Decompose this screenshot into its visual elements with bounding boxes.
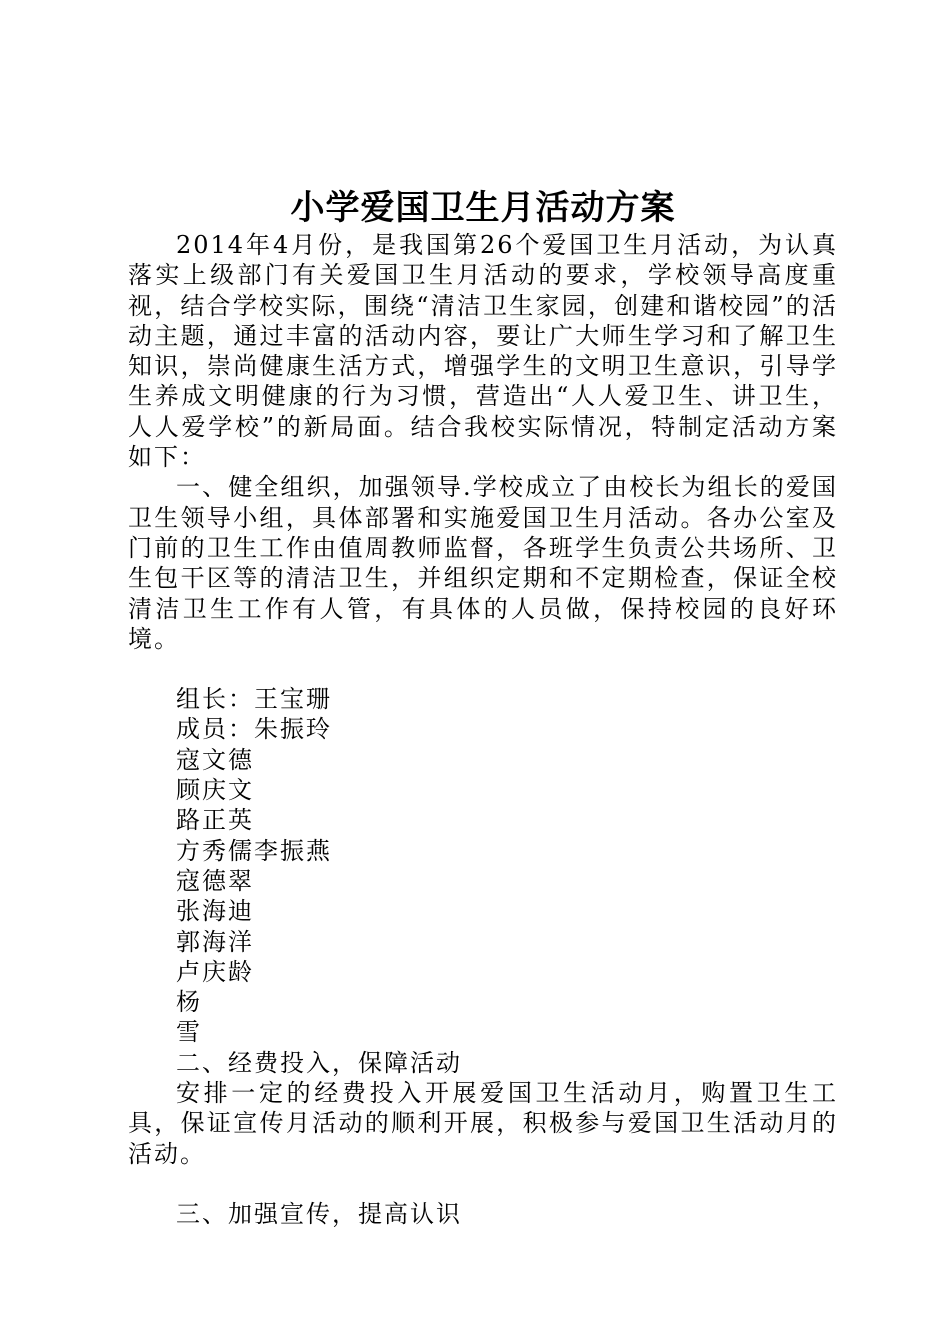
member-line: 张海迪 [176,897,254,926]
document-page [128,186,838,1229]
member-line: 路正英 [176,806,254,835]
member-list [128,684,838,1048]
member-line: 组长：王宝珊 [176,685,332,714]
document-title: 小学爱国卫生月活动方案 [290,188,676,228]
member-line: 郭海洋 [176,927,254,956]
member-line: 方秀儒李振燕 [176,836,332,865]
member-line: 成员：朱振玲 [176,715,332,744]
paragraph-gap [128,1169,838,1199]
section-1-paragraph: 一、健全组织，加强领导.学校成立了由校长为组长的爱国卫生领导小组，具体部署和实施爱国卫生月活动。各办公室及门前的卫生工作由值周教师监督，各班学生负责公共场所、卫生包干区等的清洁卫生，并组织定期和不定期检查，保证全校清洁卫生工作有人管，有具体的人员做，保持校园的良好环境。 [128,473,838,653]
member-line: 顾庆文 [176,776,254,805]
member-line: 雪 [176,1018,202,1047]
member-line: 寇德翠 [176,866,254,895]
section-3-heading: 三、加强宣传，提高认识 [176,1199,462,1228]
member-line: 卢庆龄 [176,957,254,986]
member-line: 杨 [176,988,202,1017]
paragraph-gap [128,654,838,684]
member-line: 寇文德 [176,745,254,774]
section-2-paragraph: 安排一定的经费投入开展爱国卫生活动月，购置卫生工具，保证宣传月活动的顺利开展，积极参与爱国卫生活动月的活动。 [128,1079,838,1168]
section-2-heading: 二、经费投入，保障活动 [176,1048,462,1077]
intro-paragraph: 2014年4月份，是我国第26个爱国卫生月活动，为认真落实上级部门有关爱国卫生月活动的要求，学校领导高度重视，结合学校实际，围绕“清洁卫生家园，创建和谐校园”的活动主题，通过丰富的活动内容，要让广大师生学习和了解卫生知识，崇尚健康生活方式，增强学生的文明卫生意识，引导学生养成文明健康的行为习惯，营造出“人人爱卫生、讲卫生，人人爱学校”的新局面。结合我校实际情况，特制定活动方案如下： [128,231,838,472]
